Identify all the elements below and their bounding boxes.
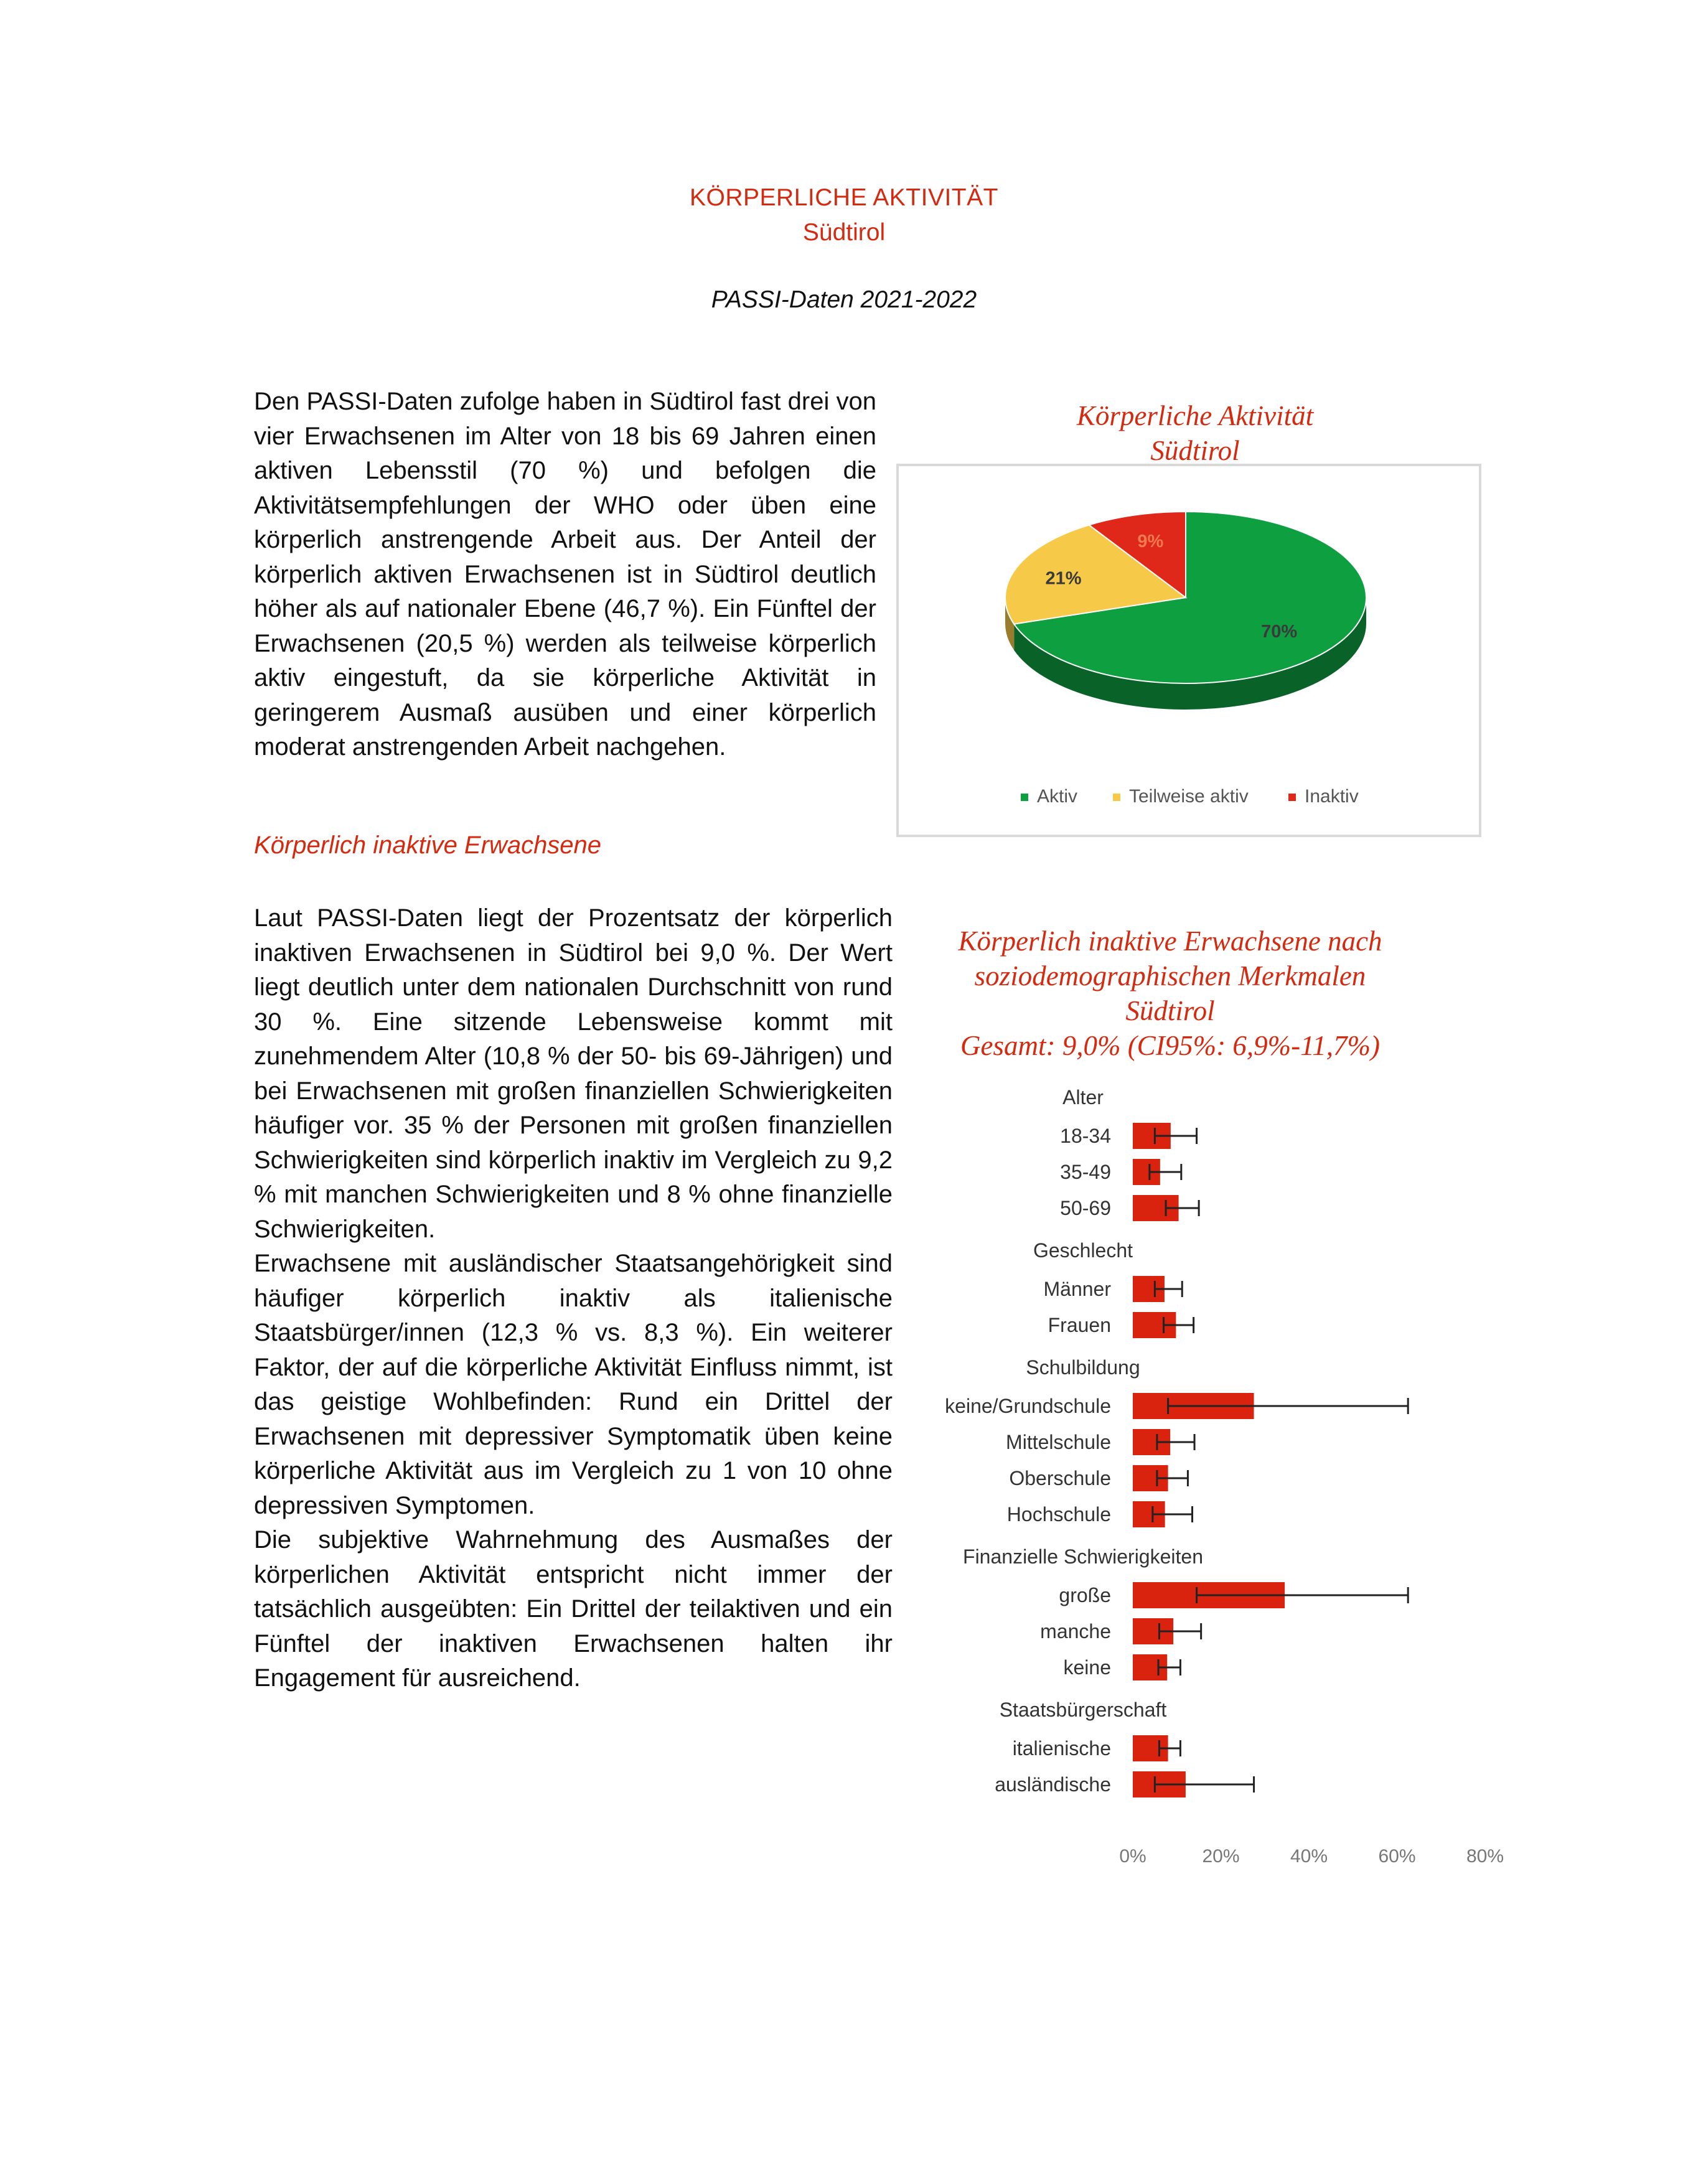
bar-chart xyxy=(909,1083,1531,1873)
legend-swatch-inaktiv xyxy=(1288,794,1296,801)
pie-chart xyxy=(896,464,1481,837)
group-label: Schulbildung xyxy=(1026,1356,1140,1379)
category-label: italienische xyxy=(1012,1737,1111,1760)
category-label: keine/Grundschule xyxy=(945,1395,1111,1417)
category-label: 50-69 xyxy=(1060,1197,1111,1219)
category-label: Mittelschule xyxy=(1006,1431,1111,1453)
bar-title-line-2: soziodemographischen Merkmalen xyxy=(974,960,1366,991)
category-label: Männer xyxy=(1043,1278,1111,1300)
category-label: 35-49 xyxy=(1060,1161,1111,1183)
x-tick-label: 20% xyxy=(1202,1846,1240,1867)
legend-label: Inaktiv xyxy=(1305,786,1359,807)
page-subtitle: PASSI-Daten 2021-2022 xyxy=(711,286,977,313)
page-title: KÖRPERLICHE AKTIVITÄT xyxy=(690,184,998,211)
bar-title-line-1: Körperlich inaktive Erwachsene nach xyxy=(958,926,1382,957)
group-label: Geschlecht xyxy=(1033,1239,1133,1262)
section-body xyxy=(254,901,893,1696)
bar-title-line-3: Südtirol xyxy=(1125,995,1215,1026)
section-paragraph-1: Laut PASSI-Daten liegt der Prozentsatz der körperlich inaktiven Erwachsenen in Südtirol bei 9,0 %. Der Wert liegt deutlich unter dem nationalen Durchschnitt von rund 30 %. Eine sitzende Lebensweise kommt mit zunehmendem Alter (10,8 % der 50- bis 69-Jährigen) und bei Erwachsenen mit großen finanziellen Schwierigkeiten häufiger vor. 35 % der Personen mit großen finanziellen Schwierigkeiten sind körperlich inaktiv im Vergleich zu 9,2 % mit manchen Schwierigkeiten und 8 % ohne finanzielle Schwierigkeiten. xyxy=(254,904,893,1243)
x-tick-label: 80% xyxy=(1466,1846,1504,1867)
intro-text: Den PASSI-Daten zufolge haben in Südtirol fast drei von vier Erwachsenen im Alter von 18 bis 69 Jahren einen aktiven Lebensstil (70 %) und befolgen die Aktivitätsempfehlungen der WHO oder üben eine körperlich anstrengende Arbeit aus. Der Anteil der körperlich aktiven Erwachsenen ist in Südtirol deutlich höher als auf nationaler Ebene (46,7 %). Ein Fünftel der Erwachsenen (20,5 %) werden als teilweise körperlich aktiv eingestuft, da sie körperliche Aktivität in geringerem Ausmaß ausüben und einer körperlich moderat anstrengenden Arbeit nachgehen. xyxy=(254,388,876,761)
category-label: Hochschule xyxy=(1006,1503,1111,1526)
page-region: Südtirol xyxy=(802,219,886,246)
pie-title-line-1: Körperliche Aktivität xyxy=(1076,400,1314,431)
pie-title-line-2: Südtirol xyxy=(1150,435,1240,466)
legend-label: Aktiv xyxy=(1037,786,1078,807)
section-heading: Körperlich inaktive Erwachsene xyxy=(254,832,602,859)
group-label: Alter xyxy=(1062,1086,1104,1108)
legend-swatch-teilweise-aktiv xyxy=(1113,794,1120,801)
x-tick-label: 0% xyxy=(1119,1846,1146,1867)
group-label: Finanzielle Schwierigkeiten xyxy=(963,1545,1203,1568)
category-label: manche xyxy=(1040,1620,1111,1643)
legend-label: Teilweise aktiv xyxy=(1129,786,1249,807)
bar-title-line-4: Gesamt: 9,0% (CI95%: 6,9%-11,7%) xyxy=(960,1030,1380,1061)
x-tick-label: 40% xyxy=(1290,1846,1328,1867)
category-label: keine xyxy=(1063,1656,1111,1679)
legend-swatch-aktiv xyxy=(1021,794,1028,801)
category-label: Oberschule xyxy=(1009,1467,1111,1489)
pie-chart-title xyxy=(896,398,1494,468)
category-label: ausländische xyxy=(995,1773,1111,1796)
bar-chart-title xyxy=(871,924,1469,1063)
section-paragraph-3: Die subjektive Wahrnehmung des Ausmaßes der körperlichen Aktivität entspricht nicht immer der tatsächlich ausgeübten: Ein Drittel der teilaktiven und ein Fünftel der inaktiven Erwachsenen halten ihr Engagement für ausreichend. xyxy=(254,1526,893,1692)
x-tick-label: 60% xyxy=(1378,1846,1416,1867)
pie-data-label: 9% xyxy=(1137,532,1164,552)
pie-data-label: 21% xyxy=(1045,568,1082,589)
category-label: große xyxy=(1059,1584,1111,1606)
section-paragraph-2: Erwachsene mit ausländischer Staatsangehörigkeit sind häufiger körperlich inaktiv als italienische Staatsbürger/innen (12,3 % vs. 8,3 %). Ein weiterer Faktor, der auf die körperliche Aktivität Einfluss nimmt, ist das geistige Wohlbefinden: Rund ein Drittel der Erwachsenen mit depressiver Symptomatik üben keine körperliche Aktivität aus im Vergleich zu 1 von 10 ohne depressiven Symptomen. xyxy=(254,1250,893,1519)
intro-paragraph xyxy=(254,385,876,765)
category-label: 18-34 xyxy=(1060,1125,1111,1147)
category-label: Frauen xyxy=(1048,1314,1111,1336)
pie-data-label: 70% xyxy=(1261,621,1298,642)
group-label: Staatsbürgerschaft xyxy=(999,1699,1167,1721)
